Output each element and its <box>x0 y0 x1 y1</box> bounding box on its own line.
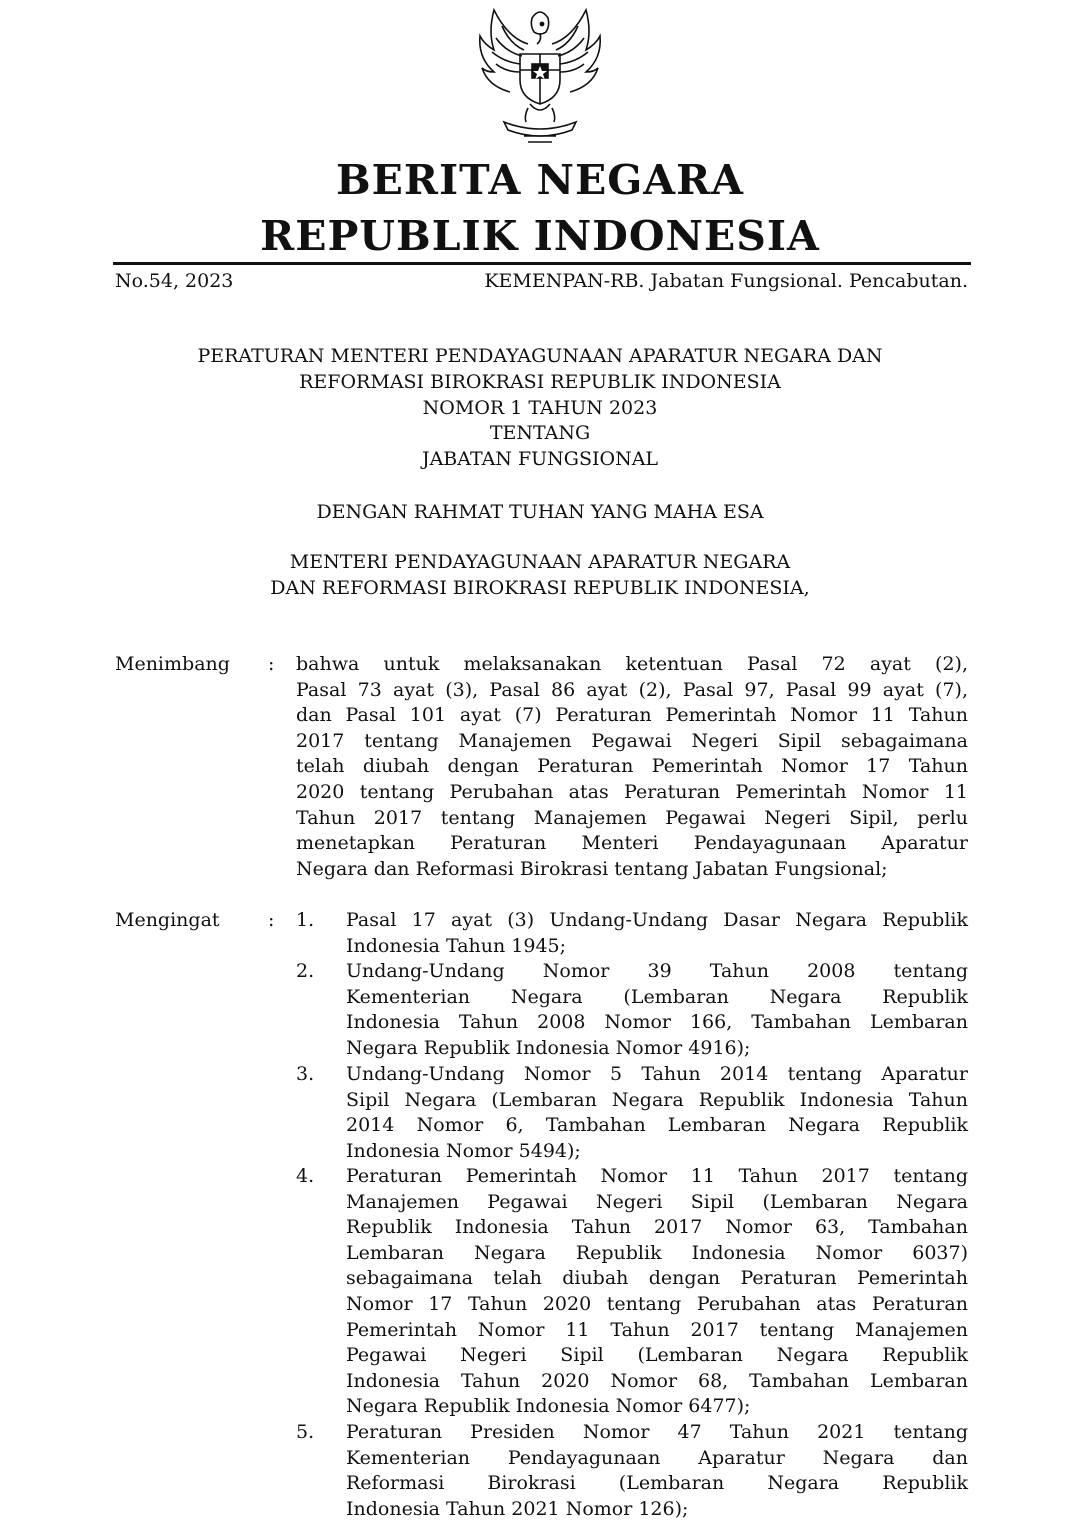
list-item <box>346 959 968 1061</box>
minister-heading-line: DAN REFORMASI BIROKRASI REPUBLIK INDONESIA, <box>270 576 810 599</box>
header-divider <box>113 262 971 265</box>
text-line: menetapkan Peraturan Menteri Pendayagunaan Aparatur <box>296 832 968 855</box>
list-item-number: 1. <box>296 909 315 931</box>
list-item <box>346 1164 968 1420</box>
gazette-title-line2: REPUBLIK INDONESIA <box>260 212 820 260</box>
text-line: Kementerian Negara (Lembaran Negara Republik <box>346 985 968 1008</box>
regulation-heading-line: PERATURAN MENTERI PENDAYAGUNAAN APARATUR NEGARA DAN <box>197 345 883 367</box>
list-item <box>346 908 968 959</box>
text-line: Pemerintah Nomor 11 Tahun 2017 tentang Manajemen <box>346 1318 968 1341</box>
minister-heading <box>0 550 1080 602</box>
text-line: Kementerian Pendayagunaan Aparatur Negara dan <box>346 1446 968 1469</box>
text-line: 2017 tentang Manajemen Pegawai Negeri Sipil sebagaimana <box>296 729 968 752</box>
text-line: Pasal 73 ayat (3), Pasal 86 ayat (2), Pasal 97, Pasal 99 ayat (7), <box>296 678 968 701</box>
text-line: Indonesia Tahun 2008 Nomor 166, Tambahan Lembaran <box>346 1011 968 1034</box>
list-item <box>346 1062 968 1164</box>
text-line: Indonesia Tahun 1945; <box>346 934 567 957</box>
text-line: Republik Indonesia Tahun 2017 Nomor 63, Tambahan <box>346 1216 968 1239</box>
list-item <box>346 1420 968 1522</box>
gazette-title-line1: BERITA NEGARA <box>336 156 744 204</box>
text-line: Peraturan Presiden Nomor 47 Tahun 2021 tentang <box>346 1421 968 1443</box>
text-line: Negara Republik Indonesia Nomor 4916); <box>346 1036 751 1059</box>
text-line: Indonesia Tahun 2020 Nomor 68, Tambahan Lembaran <box>346 1369 968 1392</box>
text-line: Undang-Undang Nomor 39 Tahun 2008 tentang <box>346 960 968 982</box>
regulation-heading-line: REFORMASI BIROKRASI REPUBLIK INDONESIA <box>299 370 781 393</box>
text-line: telah diubah dengan Peraturan Pemerintah Nomor 17 Tahun <box>296 755 968 778</box>
text-line: Negara Republik Indonesia Nomor 6477); <box>346 1395 751 1418</box>
text-line: Negara dan Reformasi Birokrasi tentang Jabatan Fungsional; <box>296 857 888 880</box>
text-line: Lembaran Negara Republik Indonesia Nomor 6037) <box>346 1241 968 1264</box>
regulation-heading-line: JABATAN FUNGSIONAL <box>421 448 659 471</box>
text-line: Indonesia Nomor 5494); <box>346 1139 581 1162</box>
list-item-number: 2. <box>296 960 315 982</box>
menimbang-colon: : <box>268 653 275 675</box>
text-line: dan Pasal 101 ayat (7) Peraturan Pemerintah Nomor 11 Tahun <box>296 704 968 727</box>
text-line: Pasal 17 ayat (3) Undang-Undang Dasar Negara Republik <box>346 909 968 931</box>
list-item-number: 4. <box>296 1165 315 1187</box>
regulation-heading-line: NOMOR 1 TAHUN 2023 <box>422 396 658 419</box>
gazette-number: No.54, 2023 <box>115 270 234 292</box>
minister-heading-line: MENTERI PENDAYAGUNAAN APARATUR NEGARA <box>289 551 791 573</box>
garuda-emblem-icon <box>470 4 610 150</box>
menimbang-label: Menimbang <box>115 653 230 675</box>
list-item-number: 3. <box>296 1063 315 1085</box>
text-line: Manajemen Pegawai Negeri Sipil (Lembaran Negara <box>346 1190 968 1213</box>
list-item-number: 5. <box>296 1421 315 1443</box>
text-line: bahwa untuk melaksanakan ketentuan Pasal 72 ayat (2), <box>296 653 968 675</box>
mengingat-colon: : <box>268 909 275 931</box>
text-line: Indonesia Tahun 2021 Nomor 126); <box>346 1497 689 1520</box>
text-line: Nomor 17 Tahun 2020 tentang Perubahan atas Peraturan <box>346 1292 968 1315</box>
regulation-heading-line: TENTANG <box>489 422 591 445</box>
menimbang-text <box>296 652 968 882</box>
regulation-heading <box>0 344 1080 473</box>
invocation: DENGAN RAHMAT TUHAN YANG MAHA ESA <box>316 501 764 523</box>
text-line: Sipil Negara (Lembaran Negara Republik Indonesia Tahun <box>346 1088 968 1111</box>
text-line: 2020 tentang Perubahan atas Peraturan Pemerintah Nomor 11 <box>296 780 968 803</box>
mengingat-label: Mengingat <box>115 909 220 931</box>
text-line: Reformasi Birokrasi (Lembaran Negara Republik <box>346 1472 968 1495</box>
text-line: Pegawai Negeri Sipil (Lembaran Negara Republik <box>346 1344 968 1367</box>
text-line: Peraturan Pemerintah Nomor 11 Tahun 2017 tentang <box>346 1165 968 1187</box>
text-line: Undang-Undang Nomor 5 Tahun 2014 tentang Aparatur <box>346 1063 968 1085</box>
gazette-subject: KEMENPAN-RB. Jabatan Fungsional. Pencabutan. <box>484 270 968 292</box>
text-line: Tahun 2017 tentang Manajemen Pegawai Negeri Sipil, perlu <box>296 806 968 829</box>
text-line: sebagaimana telah diubah dengan Peraturan Pemerintah <box>346 1267 968 1290</box>
text-line: 2014 Nomor 6, Tambahan Lembaran Negara Republik <box>346 1114 968 1137</box>
